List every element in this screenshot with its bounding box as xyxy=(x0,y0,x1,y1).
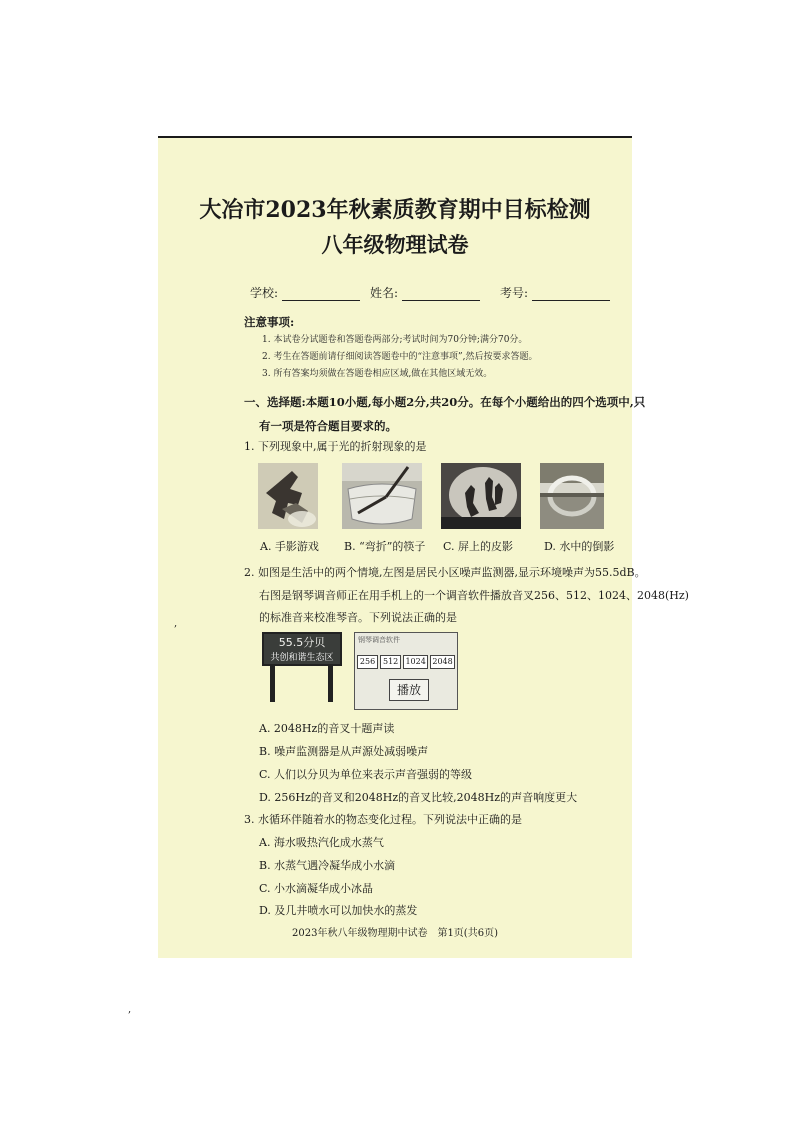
q3-option-c: C. 小水滴凝华成小冰晶 xyxy=(259,882,374,895)
q2-option-b: B. 噪声监测器是从声源处减弱噪声 xyxy=(259,745,429,758)
freq-button-256[interactable]: 256 xyxy=(357,655,378,669)
sign-post-left xyxy=(270,666,275,702)
page-footer: 2023年秋八年级物理期中试卷 第1页(共6页) xyxy=(292,928,498,939)
exam-subtitle: 八年级物理试卷 xyxy=(321,232,469,257)
q2-option-c: C. 人们以分贝为单位来表示声音强弱的等级 xyxy=(259,768,473,781)
play-button[interactable]: 播放 xyxy=(389,679,429,701)
monitor-reading: 55.5分贝 xyxy=(278,636,326,649)
exam-title: 大冶市2023年秋素质教育期中目标检测 xyxy=(199,197,591,223)
q1-option-c: C. 屏上的皮影 xyxy=(443,540,514,553)
q1-image-shadow-puppets xyxy=(441,463,521,529)
exam-sheet xyxy=(158,136,689,958)
q1-option-b: B. “弯折”的筷子 xyxy=(344,540,426,553)
q1-image-hand-shadow xyxy=(258,463,318,529)
q3-option-a: A. 海水吸热汽化成水蒸气 xyxy=(259,836,384,849)
name-label: 姓名: xyxy=(370,286,399,300)
sign-post-right xyxy=(328,666,333,702)
q2-stem-line1: 2. 如图是生活中的两个情境,左图是居民小区噪声监测器,显示环境噪声为55.5dB。 xyxy=(244,566,646,579)
school-blank xyxy=(282,289,360,301)
q2-option-d: D. 256Hz的音叉和2048Hz的音叉比较,2048Hz的声音响度更大 xyxy=(259,791,578,804)
q1-option-a: A. 手影游戏 xyxy=(260,540,319,553)
section-heading: 一、选择题:本题10小题,每小题2分,共20分。在每个小题给出的四个选项中,只 xyxy=(244,395,646,409)
monitor-label: 共创和谐生态区 xyxy=(270,653,334,663)
freq-button-1024[interactable]: 1024 xyxy=(403,655,428,669)
q1-stem: 1. 下列现象中,属于光的折射现象的是 xyxy=(244,440,427,453)
name-field xyxy=(370,284,480,301)
app-title: 钢琴调音软件 xyxy=(358,636,400,644)
name-blank xyxy=(402,289,480,301)
q2-stem-line2: 右图是钢琴调音师正在用手机上的一个调音软件播放音叉256、512、1024、2048(Hz) xyxy=(259,589,689,602)
freq-button-2048[interactable]: 2048 xyxy=(430,655,455,669)
exam-no-label: 考号: xyxy=(500,286,529,300)
q1-option-d: D. 水中的倒影 xyxy=(544,540,615,553)
q3-option-b: B. 水蒸气遇冷凝华成小水滴 xyxy=(259,859,396,872)
school-field xyxy=(250,284,360,301)
note-item: 2. 考生在答题前请仔细阅读答题卷中的“注意事项”,然后按要求答题。 xyxy=(262,352,538,362)
scan-speck: , xyxy=(174,618,178,629)
q2-stem-line3: 的标准音来校准琴音。下列说法正确的是 xyxy=(259,611,457,624)
q3-option-d: D. 及几井喷水可以加快水的蒸发 xyxy=(259,904,418,917)
tuning-app-panel xyxy=(354,632,458,710)
exam-no-blank xyxy=(532,289,610,301)
q1-image-bent-chopsticks xyxy=(342,463,422,529)
noise-monitor-sign xyxy=(258,632,344,704)
freq-button-512[interactable]: 512 xyxy=(380,655,401,669)
q2-option-a: A. 2048Hz的音叉十题声读 xyxy=(259,722,395,735)
q1-image-bridge-reflection xyxy=(540,463,604,529)
exam-no-field xyxy=(500,284,610,301)
scan-speck: , xyxy=(128,1004,132,1015)
note-item: 3. 所有答案均须做在答题卷相应区域,做在其他区域无效。 xyxy=(262,369,493,379)
q3-stem: 3. 水循环伴随着水的物态变化过程。下列说法中正确的是 xyxy=(244,813,522,826)
section-heading-cont: 有一项是符合题目要求的。 xyxy=(259,419,397,433)
notes-heading: 注意事项: xyxy=(244,315,295,329)
note-item: 1. 本试卷分试题卷和答题卷两部分;考试时间为70分钟;满分70分。 xyxy=(262,335,528,345)
app-freq-row xyxy=(357,655,455,669)
school-label: 学校: xyxy=(250,286,279,300)
